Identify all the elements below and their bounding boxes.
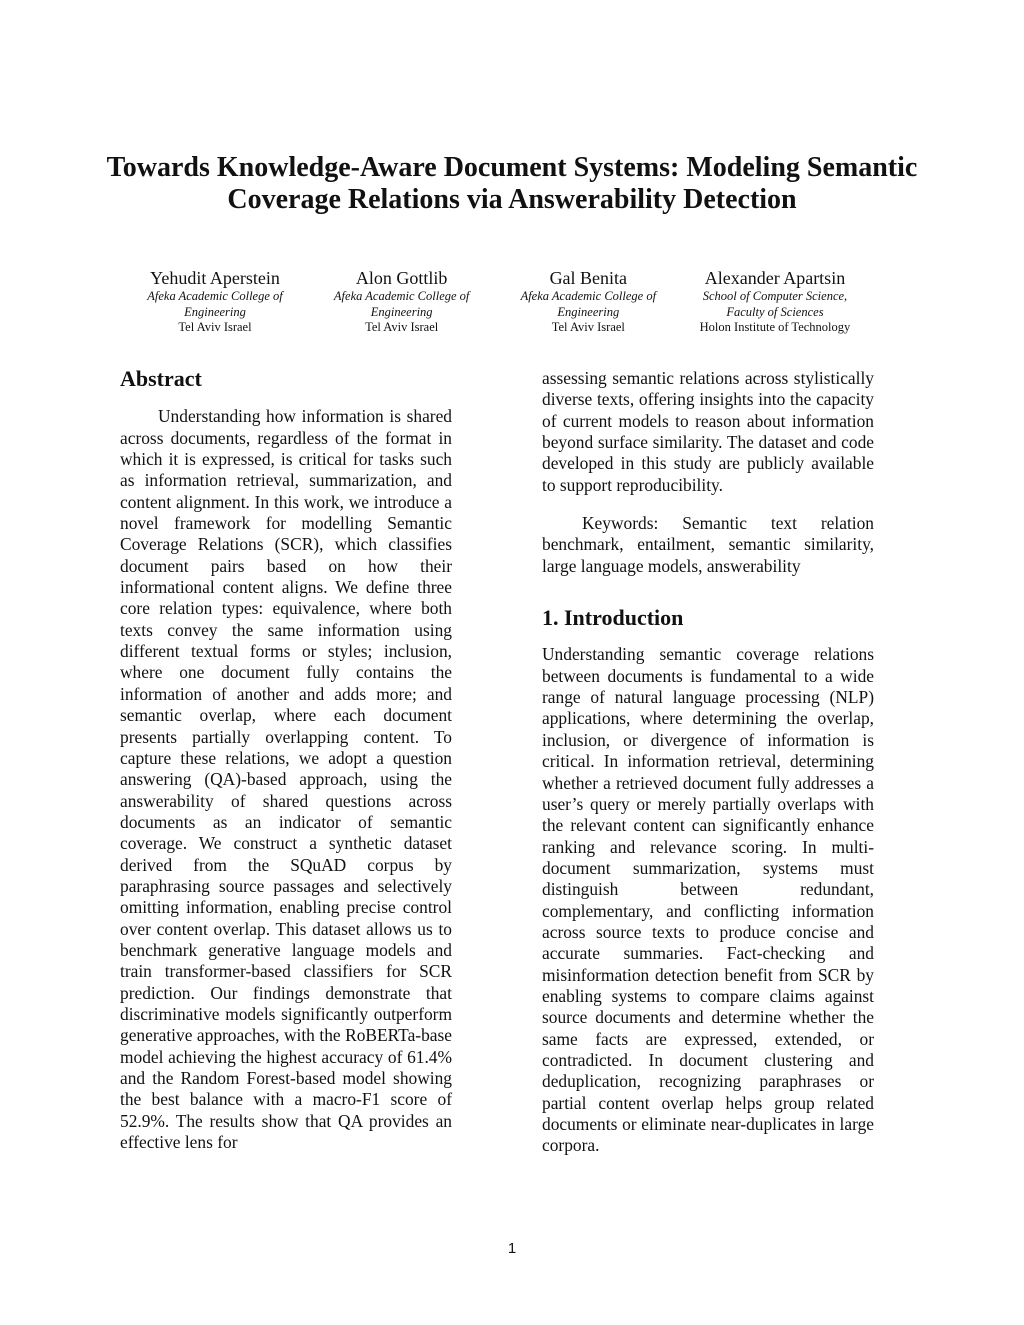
author-name: Alexander Apartsin	[704, 268, 846, 288]
author-location: Tel Aviv Israel	[551, 320, 625, 334]
author	[125, 267, 305, 336]
keywords: Keywords: Semantic text relation benchmark, entailment, semantic similarity, large language models, answerability	[542, 513, 874, 576]
abstract-text-continued: assessing semantic relations across stylistically diverse texts, offering insights into the capacity of current models to reason about information beyond surface similarity. The dataset and code developed in this study are publicly available to support reproducibility.	[542, 368, 874, 495]
abstract-heading: Abstract	[120, 366, 202, 391]
paper-title: Towards Knowledge-Aware Document Systems: Modeling Semantic Coverage Relations via Answerability Detection	[106, 152, 918, 215]
author	[685, 267, 865, 336]
author-affiliation: Afeka Academic College of Engineering	[333, 289, 470, 319]
author	[498, 267, 678, 336]
author-block	[125, 267, 865, 336]
left-column	[120, 368, 452, 1153]
author-affiliation: Afeka Academic College of Engineering	[147, 289, 283, 319]
author-name: Yehudit Aperstein	[150, 268, 280, 288]
introduction-text: Understanding semantic coverage relations between documents is fundamental to a wide range of natural language processing (NLP) applications, where determining the overlap, inclusion, or divergence of information is critical. In information retrieval, determining whether a retrieved document fully addresses a user’s query or merely partially overlaps with the relevant content can significantly enhance ranking and relevance scoring. In multi-document summarization, systems must distinguish between redundant, complementary, and conflicting information across source texts to produce concise and accurate summaries. Fact-checking and misinformation detection benefit from SCR by enabling systems to compare claims against source documents and determine whether the same facts are expressed, extended, or contradicted. In document clustering and deduplication, recognizing paraphrases or partial content overlap helps group related documents or eliminate near-duplicates in large corpora.	[542, 644, 874, 1156]
author-location: Holon Institute of Technology	[699, 320, 851, 334]
page-number: 1	[507, 1240, 517, 1257]
abstract-text: Understanding how information is shared across documents, regardless of the format in which it is expressed, is critical for tasks such as information retrieval, summarization, and content alignment. In this work, we introduce a novel framework for modelling Semantic Coverage Relations (SCR), which classifies document pairs based on how their informational content aligns. We define three core relation types: equivalence, where both texts convey the same information using different textual forms or styles; inclusion, where one document fully contains the information of another and adds more; and semantic overlap, where each document presents partially overlapping content. To capture these relations, we adopt a question answering (QA)-based approach, using the answerability of shared questions across documents as an indicator of semantic coverage. We construct a synthetic dataset derived from the SQuAD corpus by paraphrasing source passages and selectively omitting information, enabling precise control over content overlap. This dataset allows us to benchmark generative language models and train transformer-based classifiers for SCR prediction. Our findings demonstrate that discriminative models significantly outperform generative approaches, with the RoBERTa-base model achieving the highest accuracy of 61.4% and the Random Forest-based model showing the best balance with a macro-F1 score of 52.9%. The results show that QA provides an effective lens for	[120, 406, 452, 1153]
author-location: Tel Aviv Israel	[178, 320, 252, 334]
author	[312, 267, 492, 336]
author-affiliation: School of Computer Science, Faculty of Sciences	[702, 289, 848, 319]
author-name: Alon Gottlib	[355, 268, 448, 288]
author-location: Tel Aviv Israel	[365, 320, 439, 334]
author-affiliation: Afeka Academic College of Engineering	[520, 289, 657, 319]
right-column	[542, 368, 874, 1157]
introduction-heading: 1. Introduction	[542, 605, 684, 631]
author-name: Gal Benita	[549, 268, 628, 288]
